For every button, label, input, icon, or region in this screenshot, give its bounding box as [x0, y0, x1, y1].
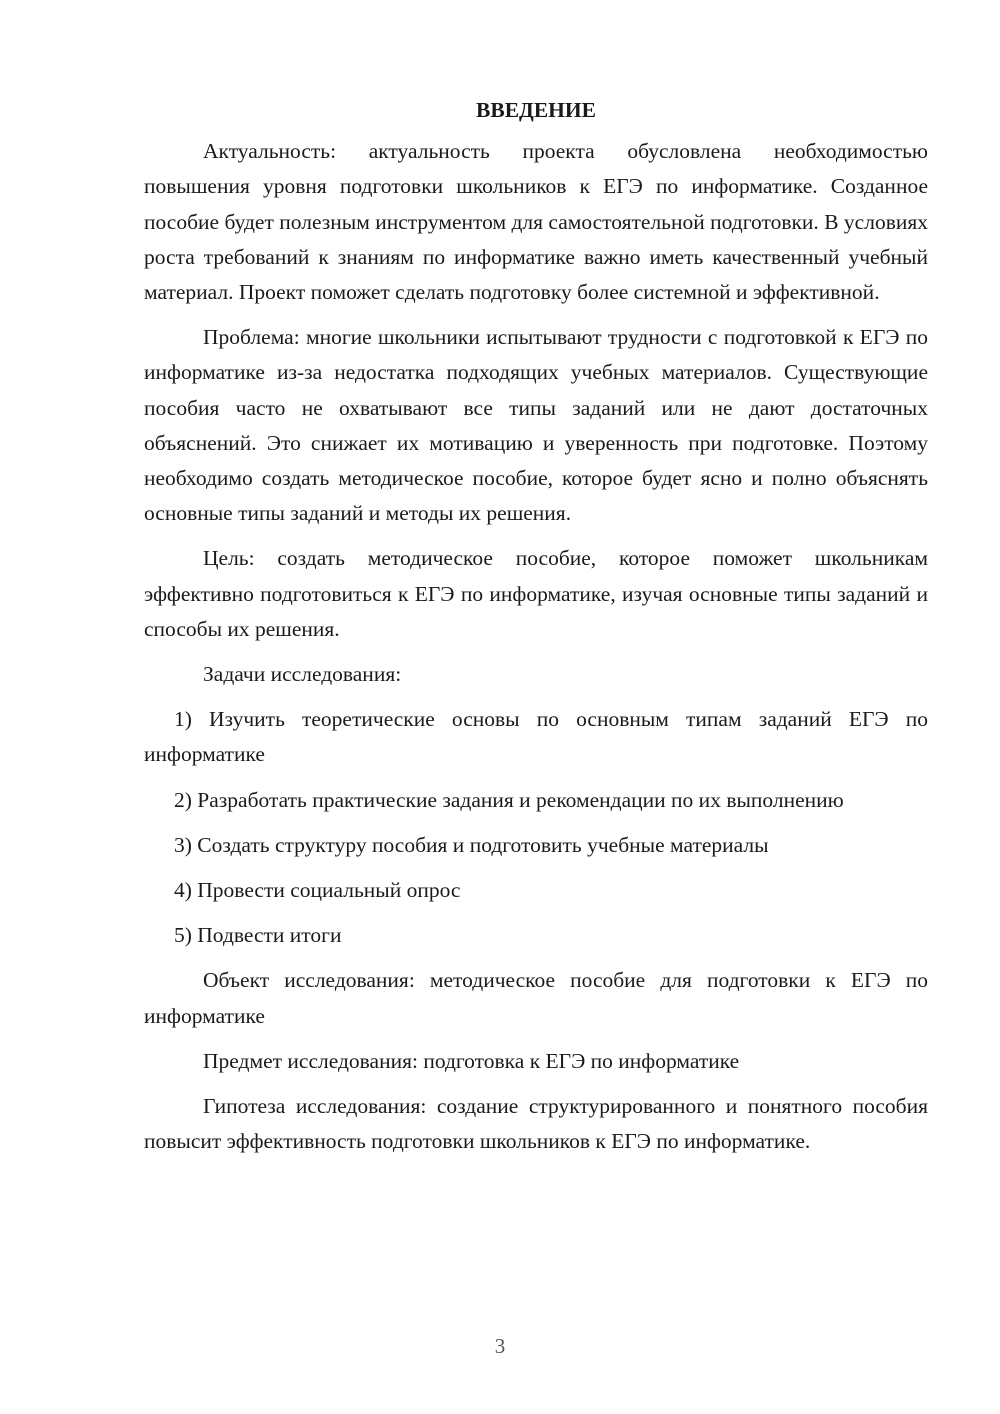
section-title: ВВЕДЕНИЕ [476, 98, 596, 122]
task-item-2: 2) Разработать практические задания и рекомендации по их выполнению [174, 787, 844, 812]
subject-paragraph: Предмет исследования: подготовка к ЕГЭ по информатике [203, 1048, 740, 1073]
page-number: 3 [494, 1334, 506, 1358]
task-item-1: 1) Изучить теоретические основы по основным типам заданий ЕГЭ по информатике [144, 707, 928, 767]
relevance-paragraph: Актуальность: актуальность проекта обусловлена необходимостью повышения уровня подготовки школьников к ЕГЭ по информатике. Созданное пособие будет полезным инструментом для самостоятельной подготовки. В условиях роста требований к знаниям по информатике важно иметь качественный учебный материал. Проект поможет сделать подготовку более системной и эффективной. [144, 139, 928, 305]
task-item-3: 3) Создать структуру пособия и подготовить учебные материалы [174, 832, 769, 857]
problem-paragraph: Проблема: многие школьники испытывают трудности с подготовкой к ЕГЭ по информатике из-за недостатка подходящих учебных материалов. Существующие пособия часто не охватывают все типы заданий или не дают достаточных объяснений. Это снижает их мотивацию и уверенность при подготовке. Поэтому необходимо создать методическое пособие, которое будет ясно и полно объяснять основные типы заданий и методы их решения. [144, 325, 928, 526]
object-paragraph: Объект исследования: методическое пособие для подготовки к ЕГЭ по информатике [144, 968, 928, 1028]
hypothesis-paragraph: Гипотеза исследования: создание структурированного и понятного пособия повысит эффективность подготовки школьников к ЕГЭ по информатике. [144, 1094, 928, 1154]
task-item-5: 5) Подвести итоги [174, 923, 342, 948]
tasks-heading: Задачи исследования: [203, 662, 402, 687]
page-content [144, 93, 928, 1169]
goal-paragraph: Цель: создать методическое пособие, которое поможет школьникам эффективно подготовиться к ЕГЭ по информатике, изучая основные типы заданий и способы их решения. [144, 546, 928, 641]
task-item-4: 4) Провести социальный опрос [174, 878, 461, 903]
